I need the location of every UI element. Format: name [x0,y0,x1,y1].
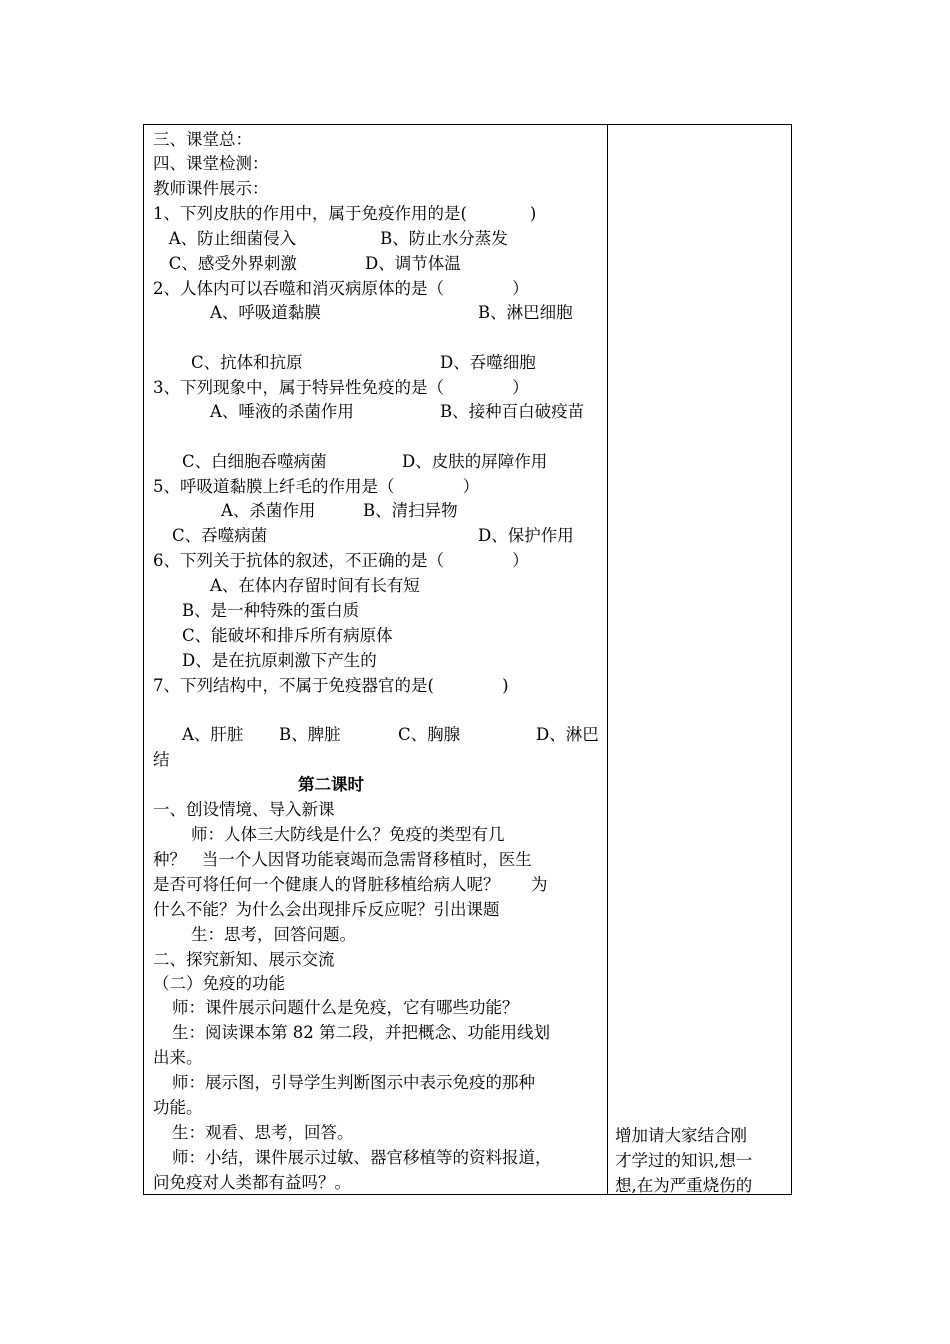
section-heading: 第二课时 [298,775,364,794]
text-line: 6、下列关于抗体的叙述，不正确的是（ ） [153,551,529,570]
text-line: 师：人体三大防线是什么？免疫的类型有几 [191,825,505,844]
text-line: D、是在抗原刺激下产生的 [182,651,377,670]
text-line: 结 [153,750,170,769]
text-line: （二）免疫的功能 [153,974,285,993]
text-line: A、防止细菌侵入 B、防止水分蒸发 [153,229,508,248]
text-line: C、胸腺 [398,725,461,744]
text-line: 生：思考，回答问题。 [191,925,356,944]
text-line: 什么不能？为什么会出现排斥反应呢？引出课题 [153,900,500,919]
text-line: D、皮肤的屏障作用 [402,452,548,471]
text-line: 1、下列皮肤的作用中，属于免疫作用的是( ) [153,204,537,223]
text-line: 出来。 [153,1048,203,1067]
text-line: 生：观看、思考，回答。 [172,1123,354,1142]
text-line: A、肝脏 [182,725,244,744]
side-note-line: 想,在为严重烧伤的 [615,1176,753,1195]
text-line: 种？ 当一个人因肾功能衰竭而急需肾移植时，医生 [153,850,532,869]
column-divider [607,125,608,1194]
text-line: 是否可将任何一个健康人的肾脏移植给病人呢？ 为 [153,875,548,894]
side-notes [615,1123,787,1198]
side-note-line: 才学过的知识,想一 [615,1151,753,1170]
text-line: B、是一种特殊的蛋白质 [182,601,360,620]
text-line: 生：阅读课本第 82 第二段，并把概念、功能用线划 [172,1023,550,1042]
text-line: A、在体内存留时间有长有短 [210,576,420,595]
text-line: 3、下列现象中，属于特异性免疫的是（ ） [153,378,529,397]
text-line: B、脾脏 [279,725,341,744]
text-line: 问免疫对人类都有益吗？。 [153,1173,351,1192]
text-line: C、能破坏和排斥所有病原体 [182,626,393,645]
text-line: B、淋巴细胞 [478,303,573,322]
text-line: 二、探究新知、展示交流 [153,950,335,969]
side-note-line: 增加请大家结合刚 [615,1126,747,1145]
text-line: C、白细胞吞噬病菌 [182,452,327,471]
text-line: 7、下列结构中，不属于免疫器官的是( ) [153,676,509,695]
text-line: D、淋巴 [536,725,599,744]
text-line: 5、呼吸道黏膜上纤毛的作用是（ ） [153,477,480,496]
text-line: 三、课堂总： [153,130,252,149]
text-line: A、杀菌作用 [221,501,316,520]
text-line: C、感受外界刺激 D、调节体温 [153,254,461,273]
text-line: C、吞噬病菌 [172,526,268,545]
text-line: D、吞噬细胞 [440,353,536,372]
lesson-table [143,124,792,1195]
text-line: 教师课件展示： [153,179,269,198]
text-line: 师：课件展示问题什么是免疫，它有哪些功能？ [172,998,519,1017]
text-line: C、抗体和抗原 [191,353,303,372]
text-line: 功能。 [153,1098,203,1117]
text-line: 四、课堂检测： [153,154,269,173]
text-line: A、唾液的杀菌作用 [210,402,354,421]
text-line: 师：小结，课件展示过敏、器官移植等的资料报道， [172,1148,552,1167]
text-line: 2、人体内可以吞噬和消灭病原体的是（ ） [153,279,529,298]
text-line: 一、创设情境、导入新课 [153,800,335,819]
text-line: D、保护作用 [478,526,574,545]
text-line: 师：展示图，引导学生判断图示中表示免疫的那种 [172,1073,535,1092]
text-line: B、接种百白破疫苗 [440,402,585,421]
text-line: A、呼吸道黏膜 [210,303,321,322]
text-line: B、清扫异物 [363,501,458,520]
